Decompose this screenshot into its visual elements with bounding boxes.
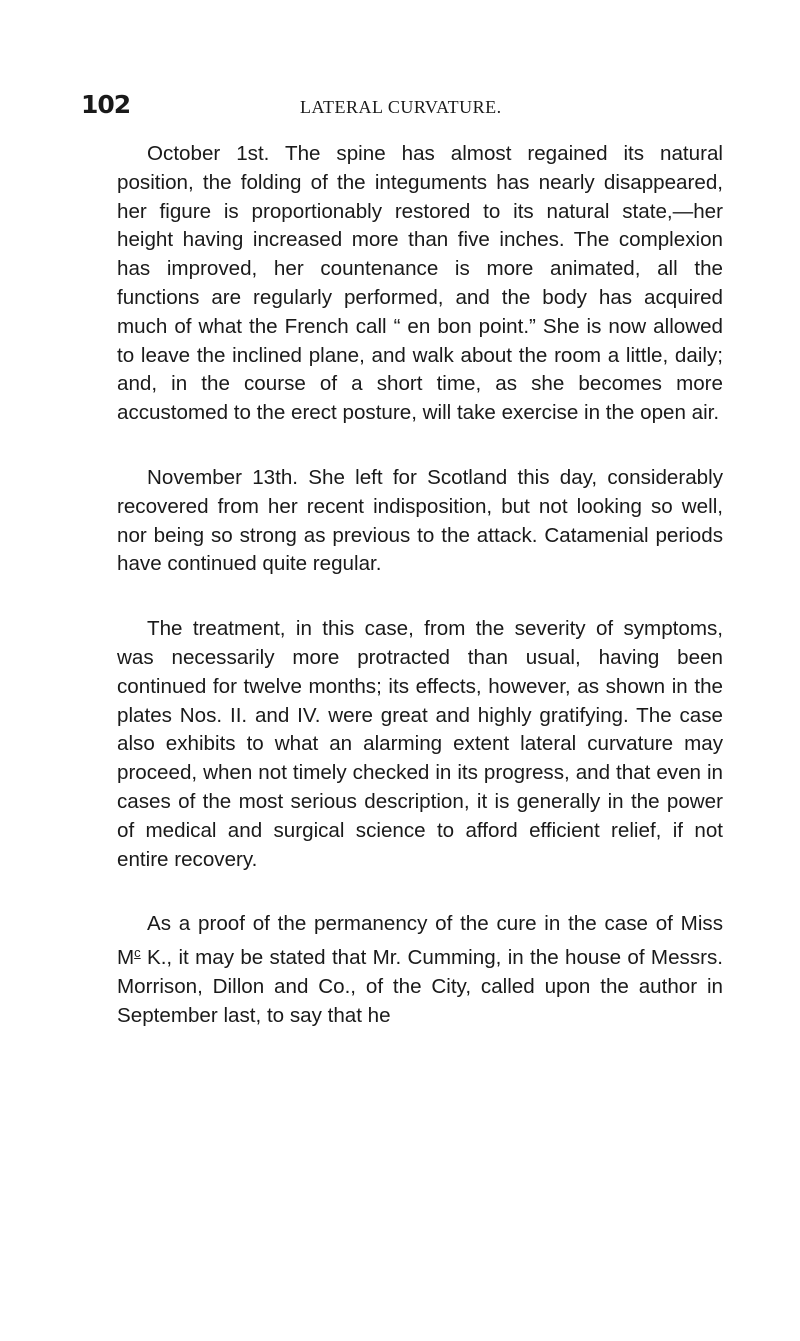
proof-text-end: K., it may be stated that Mr. Cumming, in the house of Messrs. Morrison, Dillon and Co., of the City, called upon the author in September last, to say that he [117,946,723,1027]
paragraph-treatment: The treatment, in this case, from the severity of symptoms, was necessarily more protracted than usual, having been continued for twelve months; its effects, however, as shown in the plates Nos. II. and IV. were great and highly gratifying. The case also exhibits to what an alarming extent lateral curvature may proceed, when not timely checked in its progress, and that even in cases of the most serious description, it is generally in the power of medical and surgical science to afford efficient relief, if not entire recovery. [117,617,723,871]
paragraph-proof [117,910,723,1030]
running-title: LATERAL CURVATURE. [300,97,502,117]
page-number: 102 [81,90,131,119]
paragraph-november: November 13th. She left for Scotland this day, considerably recovered from her recent indisposition, but not looking so well, nor being so strong as previous to the attack. Catamenial periods have continued quite regular. [117,465,723,576]
proof-text-start: As a proof of the permanency of the cure in the case of Miss M [117,912,723,970]
superscript-c: c [134,945,141,961]
body-text [117,140,723,1031]
paragraph-october: October 1st. The spine has almost regained its natural position, the folding of the integuments has nearly disappeared, her figure is proportionably restored to its natural state,—her height having increased more than five inches. The complexion has improved, her countenance is more animated, all the functions are regularly performed, and the body has acquired much of what the French call “ en bon point.” She is now allowed to leave the inclined plane, and walk about the room a little, daily; and, in the course of a short time, as she becomes more accustomed to the erect posture, will take exercise in the open air. [117,142,723,425]
